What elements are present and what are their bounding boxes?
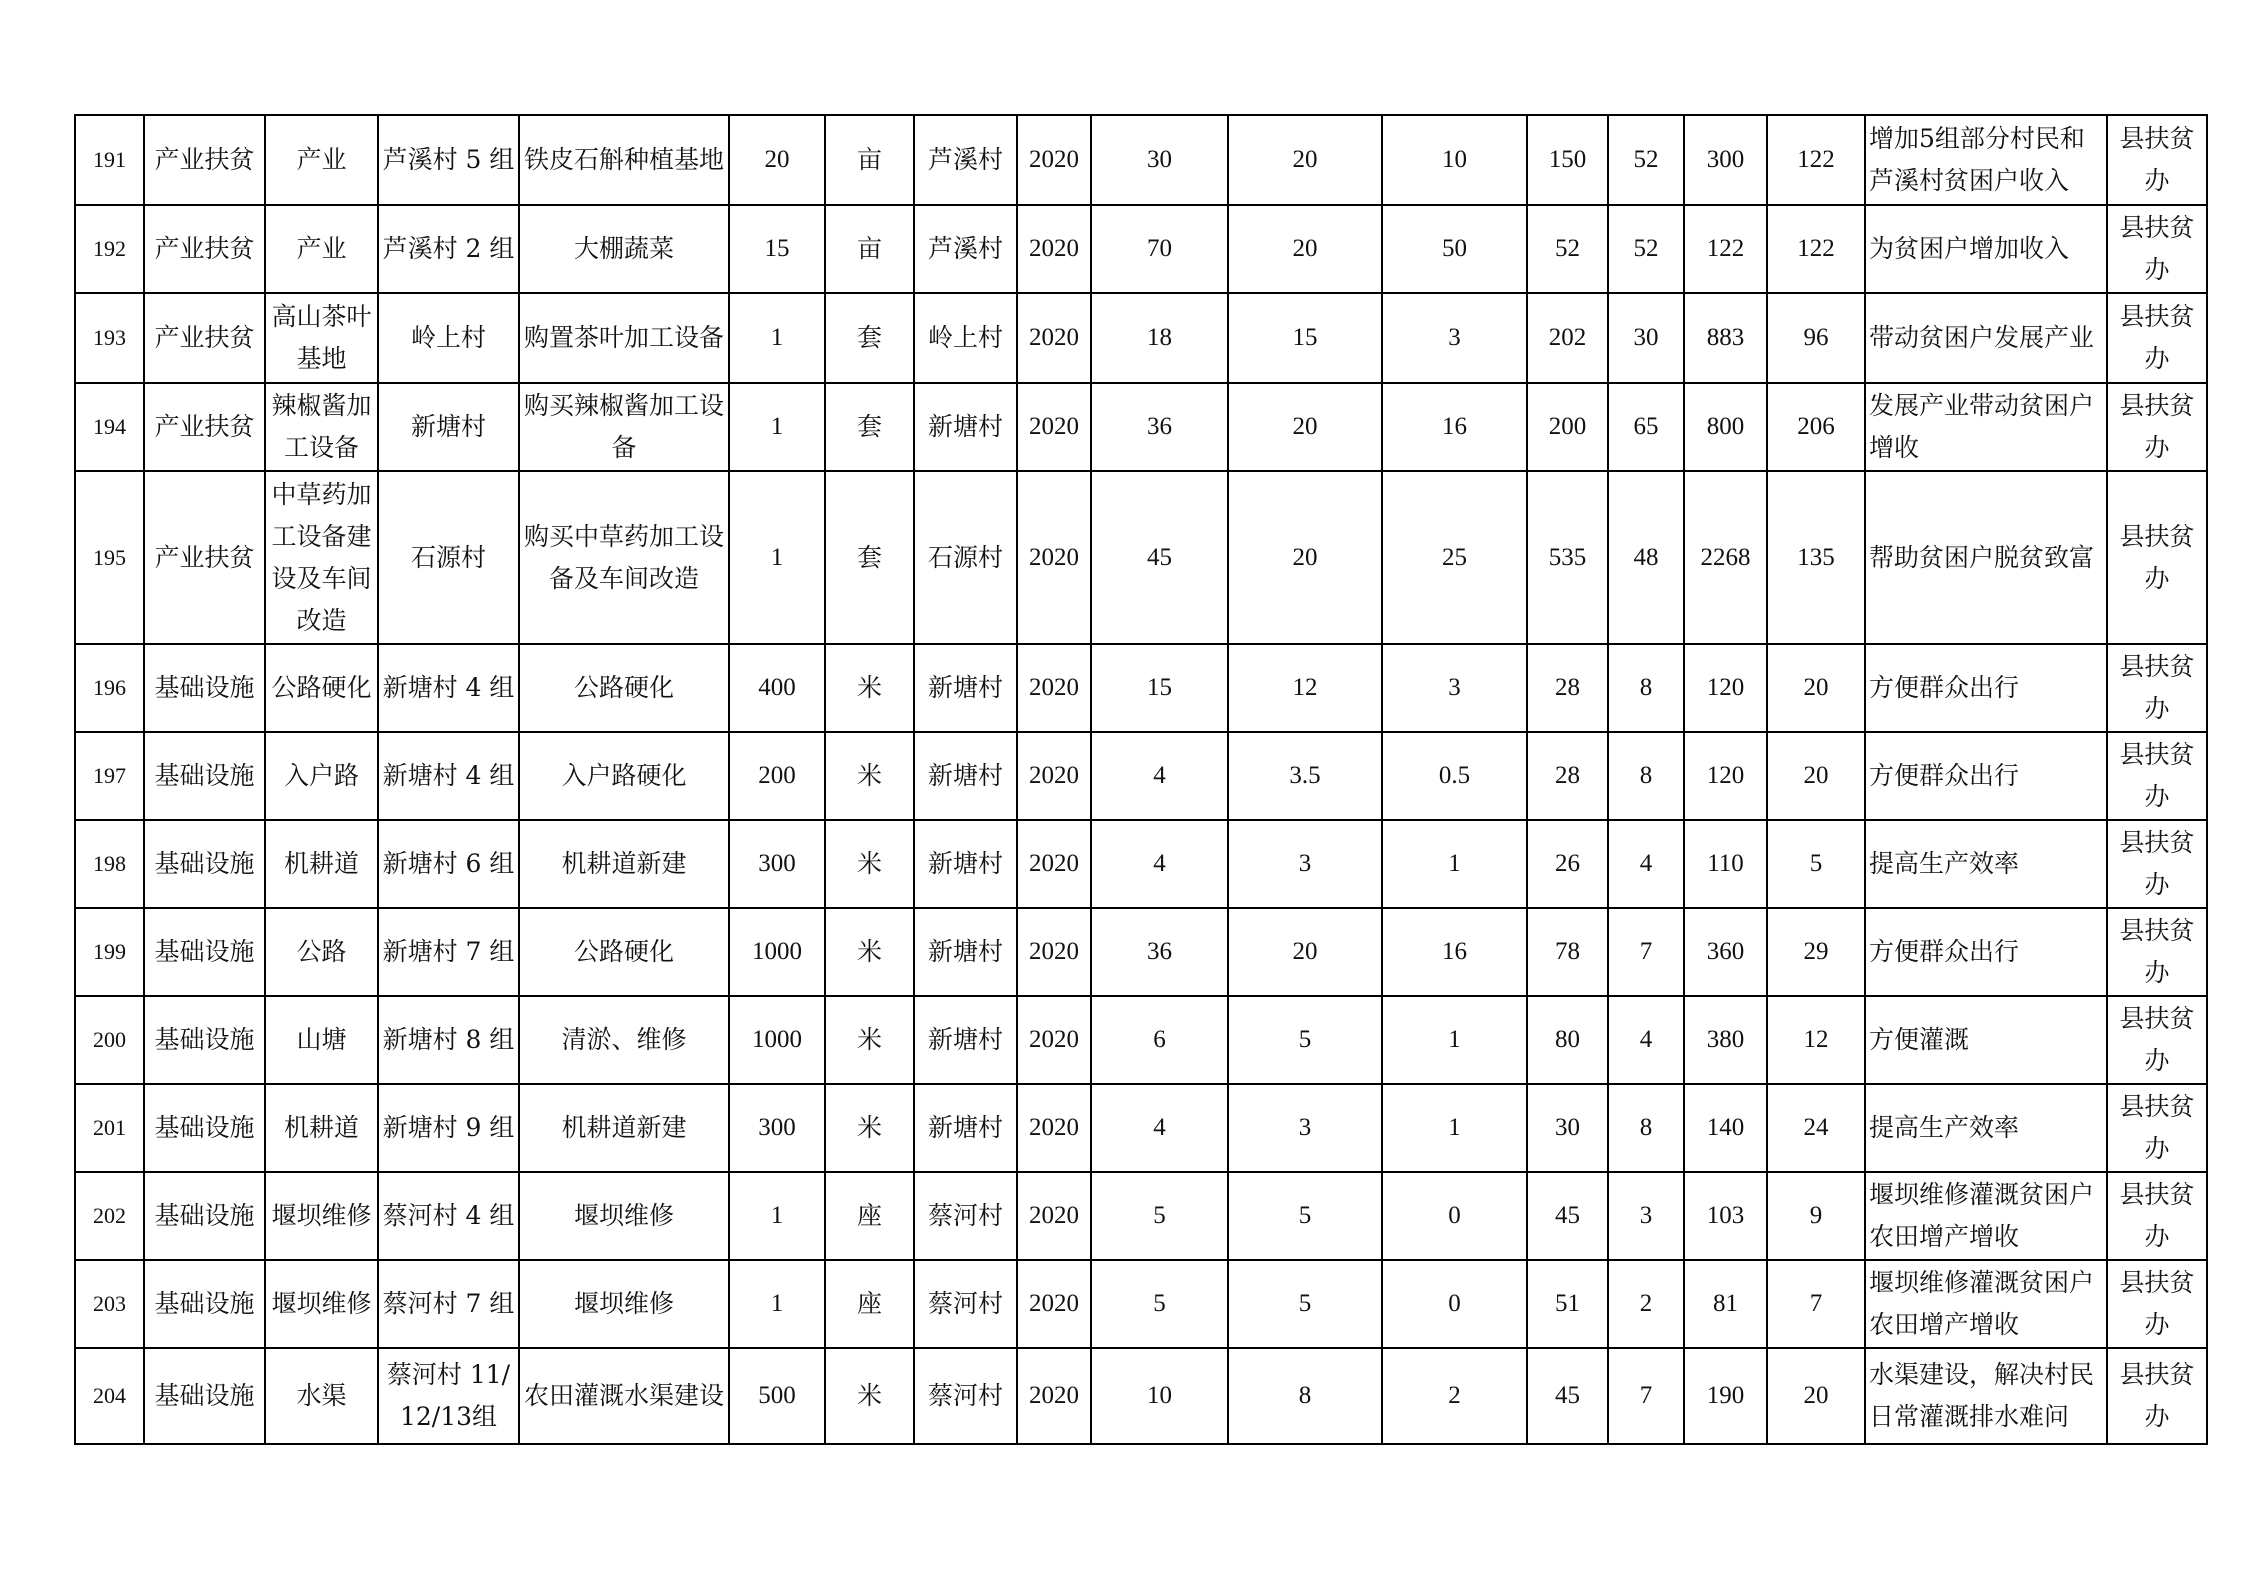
cell-category: 基础设施 — [144, 1260, 265, 1348]
cell-scale: 1 — [729, 293, 825, 383]
cell-poor-households: 8 — [1608, 1084, 1684, 1172]
cell-location: 新塘村 4 组 — [378, 732, 519, 820]
table-row — [75, 205, 2207, 293]
cell-benefit: 提高生产效率 — [1865, 1084, 2107, 1172]
cell-benefit: 发展产业带动贫困户增收 — [1865, 383, 2107, 471]
cell-poor-households: 8 — [1608, 732, 1684, 820]
cell-content: 农田灌溉水渠建设 — [519, 1348, 729, 1444]
cell-poor-people: 12 — [1767, 996, 1865, 1084]
cell-subcategory: 产业 — [265, 205, 378, 293]
cell-year: 2020 — [1017, 1172, 1091, 1260]
cell-index: 191 — [75, 115, 144, 205]
cell-poor-people: 206 — [1767, 383, 1865, 471]
cell-content: 公路硬化 — [519, 644, 729, 732]
cell-unit: 亩 — [825, 115, 914, 205]
cell-scale: 1 — [729, 383, 825, 471]
cell-funds-b: 16 — [1382, 908, 1527, 996]
cell-subcategory: 入户路 — [265, 732, 378, 820]
cell-village: 新塘村 — [914, 1084, 1017, 1172]
cell-year: 2020 — [1017, 996, 1091, 1084]
cell-households: 78 — [1527, 908, 1608, 996]
cell-benefit: 方便灌溉 — [1865, 996, 2107, 1084]
cell-location: 新塘村 — [378, 383, 519, 471]
cell-benefit: 方便群众出行 — [1865, 644, 2107, 732]
cell-poor-households: 7 — [1608, 908, 1684, 996]
cell-households: 28 — [1527, 732, 1608, 820]
cell-benefit: 方便群众出行 — [1865, 732, 2107, 820]
cell-index: 196 — [75, 644, 144, 732]
cell-people: 122 — [1684, 205, 1767, 293]
cell-total-funds: 45 — [1091, 471, 1228, 644]
cell-subcategory: 堰坝维修 — [265, 1172, 378, 1260]
cell-benefit: 帮助贫困户脱贫致富 — [1865, 471, 2107, 644]
cell-subcategory: 机耕道 — [265, 1084, 378, 1172]
cell-content: 清淤、维修 — [519, 996, 729, 1084]
cell-content: 入户路硬化 — [519, 732, 729, 820]
cell-people: 190 — [1684, 1348, 1767, 1444]
cell-index: 193 — [75, 293, 144, 383]
cell-total-funds: 4 — [1091, 820, 1228, 908]
cell-content: 大棚蔬菜 — [519, 205, 729, 293]
cell-unit: 套 — [825, 471, 914, 644]
cell-funds-a: 5 — [1228, 996, 1382, 1084]
cell-subcategory: 高山茶叶基地 — [265, 293, 378, 383]
cell-village: 新塘村 — [914, 644, 1017, 732]
cell-year: 2020 — [1017, 471, 1091, 644]
cell-department: 县扶贫办 — [2107, 471, 2207, 644]
cell-households: 200 — [1527, 383, 1608, 471]
cell-people: 103 — [1684, 1172, 1767, 1260]
cell-poor-households: 8 — [1608, 644, 1684, 732]
cell-subcategory: 辣椒酱加工设备 — [265, 383, 378, 471]
cell-index: 204 — [75, 1348, 144, 1444]
cell-households: 80 — [1527, 996, 1608, 1084]
cell-category: 基础设施 — [144, 732, 265, 820]
table-row — [75, 732, 2207, 820]
cell-content: 堰坝维修 — [519, 1260, 729, 1348]
cell-unit: 米 — [825, 908, 914, 996]
cell-poor-households: 3 — [1608, 1172, 1684, 1260]
cell-funds-a: 20 — [1228, 908, 1382, 996]
cell-location: 芦溪村 5 组 — [378, 115, 519, 205]
cell-village: 石源村 — [914, 471, 1017, 644]
cell-department: 县扶贫办 — [2107, 820, 2207, 908]
cell-village: 岭上村 — [914, 293, 1017, 383]
cell-category: 基础设施 — [144, 908, 265, 996]
cell-location: 石源村 — [378, 471, 519, 644]
cell-index: 203 — [75, 1260, 144, 1348]
cell-year: 2020 — [1017, 115, 1091, 205]
cell-scale: 300 — [729, 820, 825, 908]
cell-unit: 米 — [825, 996, 914, 1084]
cell-location: 新塘村 4 组 — [378, 644, 519, 732]
cell-index: 198 — [75, 820, 144, 908]
cell-subcategory: 产业 — [265, 115, 378, 205]
cell-unit: 套 — [825, 383, 914, 471]
cell-unit: 座 — [825, 1172, 914, 1260]
cell-department: 县扶贫办 — [2107, 1260, 2207, 1348]
cell-funds-b: 3 — [1382, 644, 1527, 732]
cell-funds-b: 10 — [1382, 115, 1527, 205]
cell-poor-people: 122 — [1767, 115, 1865, 205]
cell-poor-people: 24 — [1767, 1084, 1865, 1172]
cell-unit: 套 — [825, 293, 914, 383]
cell-year: 2020 — [1017, 383, 1091, 471]
table-body — [75, 115, 2207, 1444]
cell-unit: 米 — [825, 820, 914, 908]
cell-subcategory: 水渠 — [265, 1348, 378, 1444]
cell-households: 150 — [1527, 115, 1608, 205]
cell-location: 新塘村 6 组 — [378, 820, 519, 908]
cell-content: 铁皮石斛种植基地 — [519, 115, 729, 205]
cell-households: 45 — [1527, 1172, 1608, 1260]
cell-total-funds: 70 — [1091, 205, 1228, 293]
cell-total-funds: 10 — [1091, 1348, 1228, 1444]
cell-location: 蔡河村 7 组 — [378, 1260, 519, 1348]
cell-total-funds: 18 — [1091, 293, 1228, 383]
table-row — [75, 293, 2207, 383]
cell-people: 800 — [1684, 383, 1767, 471]
cell-year: 2020 — [1017, 1084, 1091, 1172]
cell-households: 45 — [1527, 1348, 1608, 1444]
cell-content: 购买辣椒酱加工设备 — [519, 383, 729, 471]
cell-location: 新塘村 9 组 — [378, 1084, 519, 1172]
cell-funds-b: 25 — [1382, 471, 1527, 644]
cell-scale: 1 — [729, 1172, 825, 1260]
cell-index: 194 — [75, 383, 144, 471]
cell-scale: 300 — [729, 1084, 825, 1172]
cell-unit: 座 — [825, 1260, 914, 1348]
cell-category: 基础设施 — [144, 1172, 265, 1260]
table-row — [75, 1172, 2207, 1260]
cell-funds-b: 0.5 — [1382, 732, 1527, 820]
cell-total-funds: 15 — [1091, 644, 1228, 732]
cell-funds-b: 50 — [1382, 205, 1527, 293]
cell-year: 2020 — [1017, 908, 1091, 996]
cell-year: 2020 — [1017, 732, 1091, 820]
cell-benefit: 水渠建设，解决村民日常灌溉排水难问 — [1865, 1348, 2107, 1444]
cell-scale: 20 — [729, 115, 825, 205]
cell-total-funds: 36 — [1091, 383, 1228, 471]
cell-people: 360 — [1684, 908, 1767, 996]
table-row — [75, 820, 2207, 908]
cell-households: 202 — [1527, 293, 1608, 383]
cell-scale: 1 — [729, 1260, 825, 1348]
cell-index: 192 — [75, 205, 144, 293]
cell-unit: 米 — [825, 1348, 914, 1444]
cell-village: 新塘村 — [914, 908, 1017, 996]
cell-poor-people: 135 — [1767, 471, 1865, 644]
cell-unit: 米 — [825, 732, 914, 820]
cell-index: 199 — [75, 908, 144, 996]
cell-village: 新塘村 — [914, 996, 1017, 1084]
cell-unit: 米 — [825, 644, 914, 732]
cell-scale: 400 — [729, 644, 825, 732]
cell-funds-a: 20 — [1228, 383, 1382, 471]
cell-department: 县扶贫办 — [2107, 293, 2207, 383]
cell-index: 201 — [75, 1084, 144, 1172]
cell-category: 产业扶贫 — [144, 115, 265, 205]
cell-people: 81 — [1684, 1260, 1767, 1348]
cell-households: 52 — [1527, 205, 1608, 293]
cell-poor-households: 52 — [1608, 205, 1684, 293]
cell-funds-a: 20 — [1228, 115, 1382, 205]
cell-index: 197 — [75, 732, 144, 820]
cell-index: 200 — [75, 996, 144, 1084]
cell-poor-households: 52 — [1608, 115, 1684, 205]
cell-poor-households: 48 — [1608, 471, 1684, 644]
cell-poor-people: 29 — [1767, 908, 1865, 996]
cell-content: 购买中草药加工设备及车间改造 — [519, 471, 729, 644]
cell-subcategory: 公路硬化 — [265, 644, 378, 732]
cell-unit: 米 — [825, 1084, 914, 1172]
cell-village: 新塘村 — [914, 732, 1017, 820]
cell-households: 28 — [1527, 644, 1608, 732]
cell-category: 产业扶贫 — [144, 383, 265, 471]
cell-category: 基础设施 — [144, 1084, 265, 1172]
cell-location: 新塘村 7 组 — [378, 908, 519, 996]
cell-year: 2020 — [1017, 644, 1091, 732]
cell-funds-a: 5 — [1228, 1172, 1382, 1260]
cell-content: 堰坝维修 — [519, 1172, 729, 1260]
cell-village: 蔡河村 — [914, 1172, 1017, 1260]
cell-total-funds: 30 — [1091, 115, 1228, 205]
cell-village: 芦溪村 — [914, 205, 1017, 293]
cell-funds-b: 1 — [1382, 996, 1527, 1084]
cell-poor-people: 9 — [1767, 1172, 1865, 1260]
cell-department: 县扶贫办 — [2107, 996, 2207, 1084]
cell-location: 蔡河村 4 组 — [378, 1172, 519, 1260]
cell-department: 县扶贫办 — [2107, 1084, 2207, 1172]
cell-poor-people: 20 — [1767, 644, 1865, 732]
cell-scale: 500 — [729, 1348, 825, 1444]
cell-village: 蔡河村 — [914, 1260, 1017, 1348]
cell-funds-a: 3 — [1228, 820, 1382, 908]
cell-people: 300 — [1684, 115, 1767, 205]
cell-location: 芦溪村 2 组 — [378, 205, 519, 293]
cell-total-funds: 6 — [1091, 996, 1228, 1084]
cell-location: 岭上村 — [378, 293, 519, 383]
cell-department: 县扶贫办 — [2107, 205, 2207, 293]
cell-poor-households: 65 — [1608, 383, 1684, 471]
cell-total-funds: 5 — [1091, 1260, 1228, 1348]
cell-funds-a: 3 — [1228, 1084, 1382, 1172]
cell-total-funds: 36 — [1091, 908, 1228, 996]
cell-funds-a: 20 — [1228, 471, 1382, 644]
cell-benefit: 方便群众出行 — [1865, 908, 2107, 996]
cell-subcategory: 山塘 — [265, 996, 378, 1084]
table-row — [75, 996, 2207, 1084]
cell-year: 2020 — [1017, 1260, 1091, 1348]
cell-department: 县扶贫办 — [2107, 1172, 2207, 1260]
cell-subcategory: 机耕道 — [265, 820, 378, 908]
cell-benefit: 带动贫困户发展产业 — [1865, 293, 2107, 383]
cell-department: 县扶贫办 — [2107, 732, 2207, 820]
cell-scale: 1000 — [729, 996, 825, 1084]
cell-department: 县扶贫办 — [2107, 383, 2207, 471]
cell-content: 机耕道新建 — [519, 1084, 729, 1172]
cell-poor-households: 4 — [1608, 996, 1684, 1084]
cell-people: 110 — [1684, 820, 1767, 908]
cell-total-funds: 4 — [1091, 1084, 1228, 1172]
cell-index: 195 — [75, 471, 144, 644]
cell-funds-b: 2 — [1382, 1348, 1527, 1444]
cell-year: 2020 — [1017, 1348, 1091, 1444]
cell-village: 新塘村 — [914, 820, 1017, 908]
cell-total-funds: 5 — [1091, 1172, 1228, 1260]
cell-poor-people: 96 — [1767, 293, 1865, 383]
cell-category: 基础设施 — [144, 996, 265, 1084]
cell-funds-a: 5 — [1228, 1260, 1382, 1348]
cell-department: 县扶贫办 — [2107, 1348, 2207, 1444]
cell-households: 535 — [1527, 471, 1608, 644]
table-row — [75, 1348, 2207, 1444]
cell-total-funds: 4 — [1091, 732, 1228, 820]
cell-village: 新塘村 — [914, 383, 1017, 471]
cell-scale: 200 — [729, 732, 825, 820]
cell-funds-b: 0 — [1382, 1172, 1527, 1260]
cell-index: 202 — [75, 1172, 144, 1260]
cell-people: 883 — [1684, 293, 1767, 383]
table-row — [75, 1084, 2207, 1172]
cell-funds-b: 16 — [1382, 383, 1527, 471]
cell-year: 2020 — [1017, 205, 1091, 293]
cell-funds-b: 1 — [1382, 1084, 1527, 1172]
cell-location: 蔡河村 11/12/13组 — [378, 1348, 519, 1444]
cell-funds-b: 3 — [1382, 293, 1527, 383]
cell-scale: 1 — [729, 471, 825, 644]
cell-poor-households: 7 — [1608, 1348, 1684, 1444]
table-row — [75, 1260, 2207, 1348]
cell-category: 产业扶贫 — [144, 205, 265, 293]
cell-poor-households: 2 — [1608, 1260, 1684, 1348]
cell-department: 县扶贫办 — [2107, 908, 2207, 996]
cell-people: 120 — [1684, 644, 1767, 732]
cell-benefit: 为贫困户增加收入 — [1865, 205, 2107, 293]
cell-funds-a: 12 — [1228, 644, 1382, 732]
cell-funds-b: 0 — [1382, 1260, 1527, 1348]
cell-households: 30 — [1527, 1084, 1608, 1172]
cell-scale: 15 — [729, 205, 825, 293]
cell-subcategory: 公路 — [265, 908, 378, 996]
table-row — [75, 471, 2207, 644]
cell-department: 县扶贫办 — [2107, 644, 2207, 732]
cell-poor-households: 30 — [1608, 293, 1684, 383]
cell-funds-b: 1 — [1382, 820, 1527, 908]
cell-department: 县扶贫办 — [2107, 115, 2207, 205]
table-row — [75, 383, 2207, 471]
cell-poor-people: 20 — [1767, 1348, 1865, 1444]
cell-content: 机耕道新建 — [519, 820, 729, 908]
cell-households: 51 — [1527, 1260, 1608, 1348]
cell-people: 380 — [1684, 996, 1767, 1084]
cell-benefit: 增加5组部分村民和芦溪村贫困户收入 — [1865, 115, 2107, 205]
cell-location: 新塘村 8 组 — [378, 996, 519, 1084]
cell-content: 购置茶叶加工设备 — [519, 293, 729, 383]
cell-benefit: 堰坝维修灌溉贫困户农田增产增收 — [1865, 1172, 2107, 1260]
cell-benefit: 堰坝维修灌溉贫困户农田增产增收 — [1865, 1260, 2107, 1348]
cell-category: 基础设施 — [144, 644, 265, 732]
cell-households: 26 — [1527, 820, 1608, 908]
cell-category: 基础设施 — [144, 820, 265, 908]
cell-poor-people: 20 — [1767, 732, 1865, 820]
cell-funds-a: 8 — [1228, 1348, 1382, 1444]
cell-poor-people: 7 — [1767, 1260, 1865, 1348]
cell-village: 蔡河村 — [914, 1348, 1017, 1444]
cell-people: 120 — [1684, 732, 1767, 820]
cell-poor-people: 122 — [1767, 205, 1865, 293]
cell-poor-households: 4 — [1608, 820, 1684, 908]
cell-category: 产业扶贫 — [144, 293, 265, 383]
cell-subcategory: 中草药加工设备建设及车间改造 — [265, 471, 378, 644]
project-table — [74, 114, 2208, 1445]
cell-category: 基础设施 — [144, 1348, 265, 1444]
cell-year: 2020 — [1017, 820, 1091, 908]
cell-benefit: 提高生产效率 — [1865, 820, 2107, 908]
cell-scale: 1000 — [729, 908, 825, 996]
table-row — [75, 908, 2207, 996]
cell-village: 芦溪村 — [914, 115, 1017, 205]
table-row — [75, 115, 2207, 205]
cell-people: 2268 — [1684, 471, 1767, 644]
cell-funds-a: 20 — [1228, 205, 1382, 293]
cell-people: 140 — [1684, 1084, 1767, 1172]
cell-funds-a: 3.5 — [1228, 732, 1382, 820]
cell-year: 2020 — [1017, 293, 1091, 383]
cell-poor-people: 5 — [1767, 820, 1865, 908]
cell-category: 产业扶贫 — [144, 471, 265, 644]
cell-subcategory: 堰坝维修 — [265, 1260, 378, 1348]
cell-unit: 亩 — [825, 205, 914, 293]
cell-content: 公路硬化 — [519, 908, 729, 996]
cell-funds-a: 15 — [1228, 293, 1382, 383]
table-row — [75, 644, 2207, 732]
